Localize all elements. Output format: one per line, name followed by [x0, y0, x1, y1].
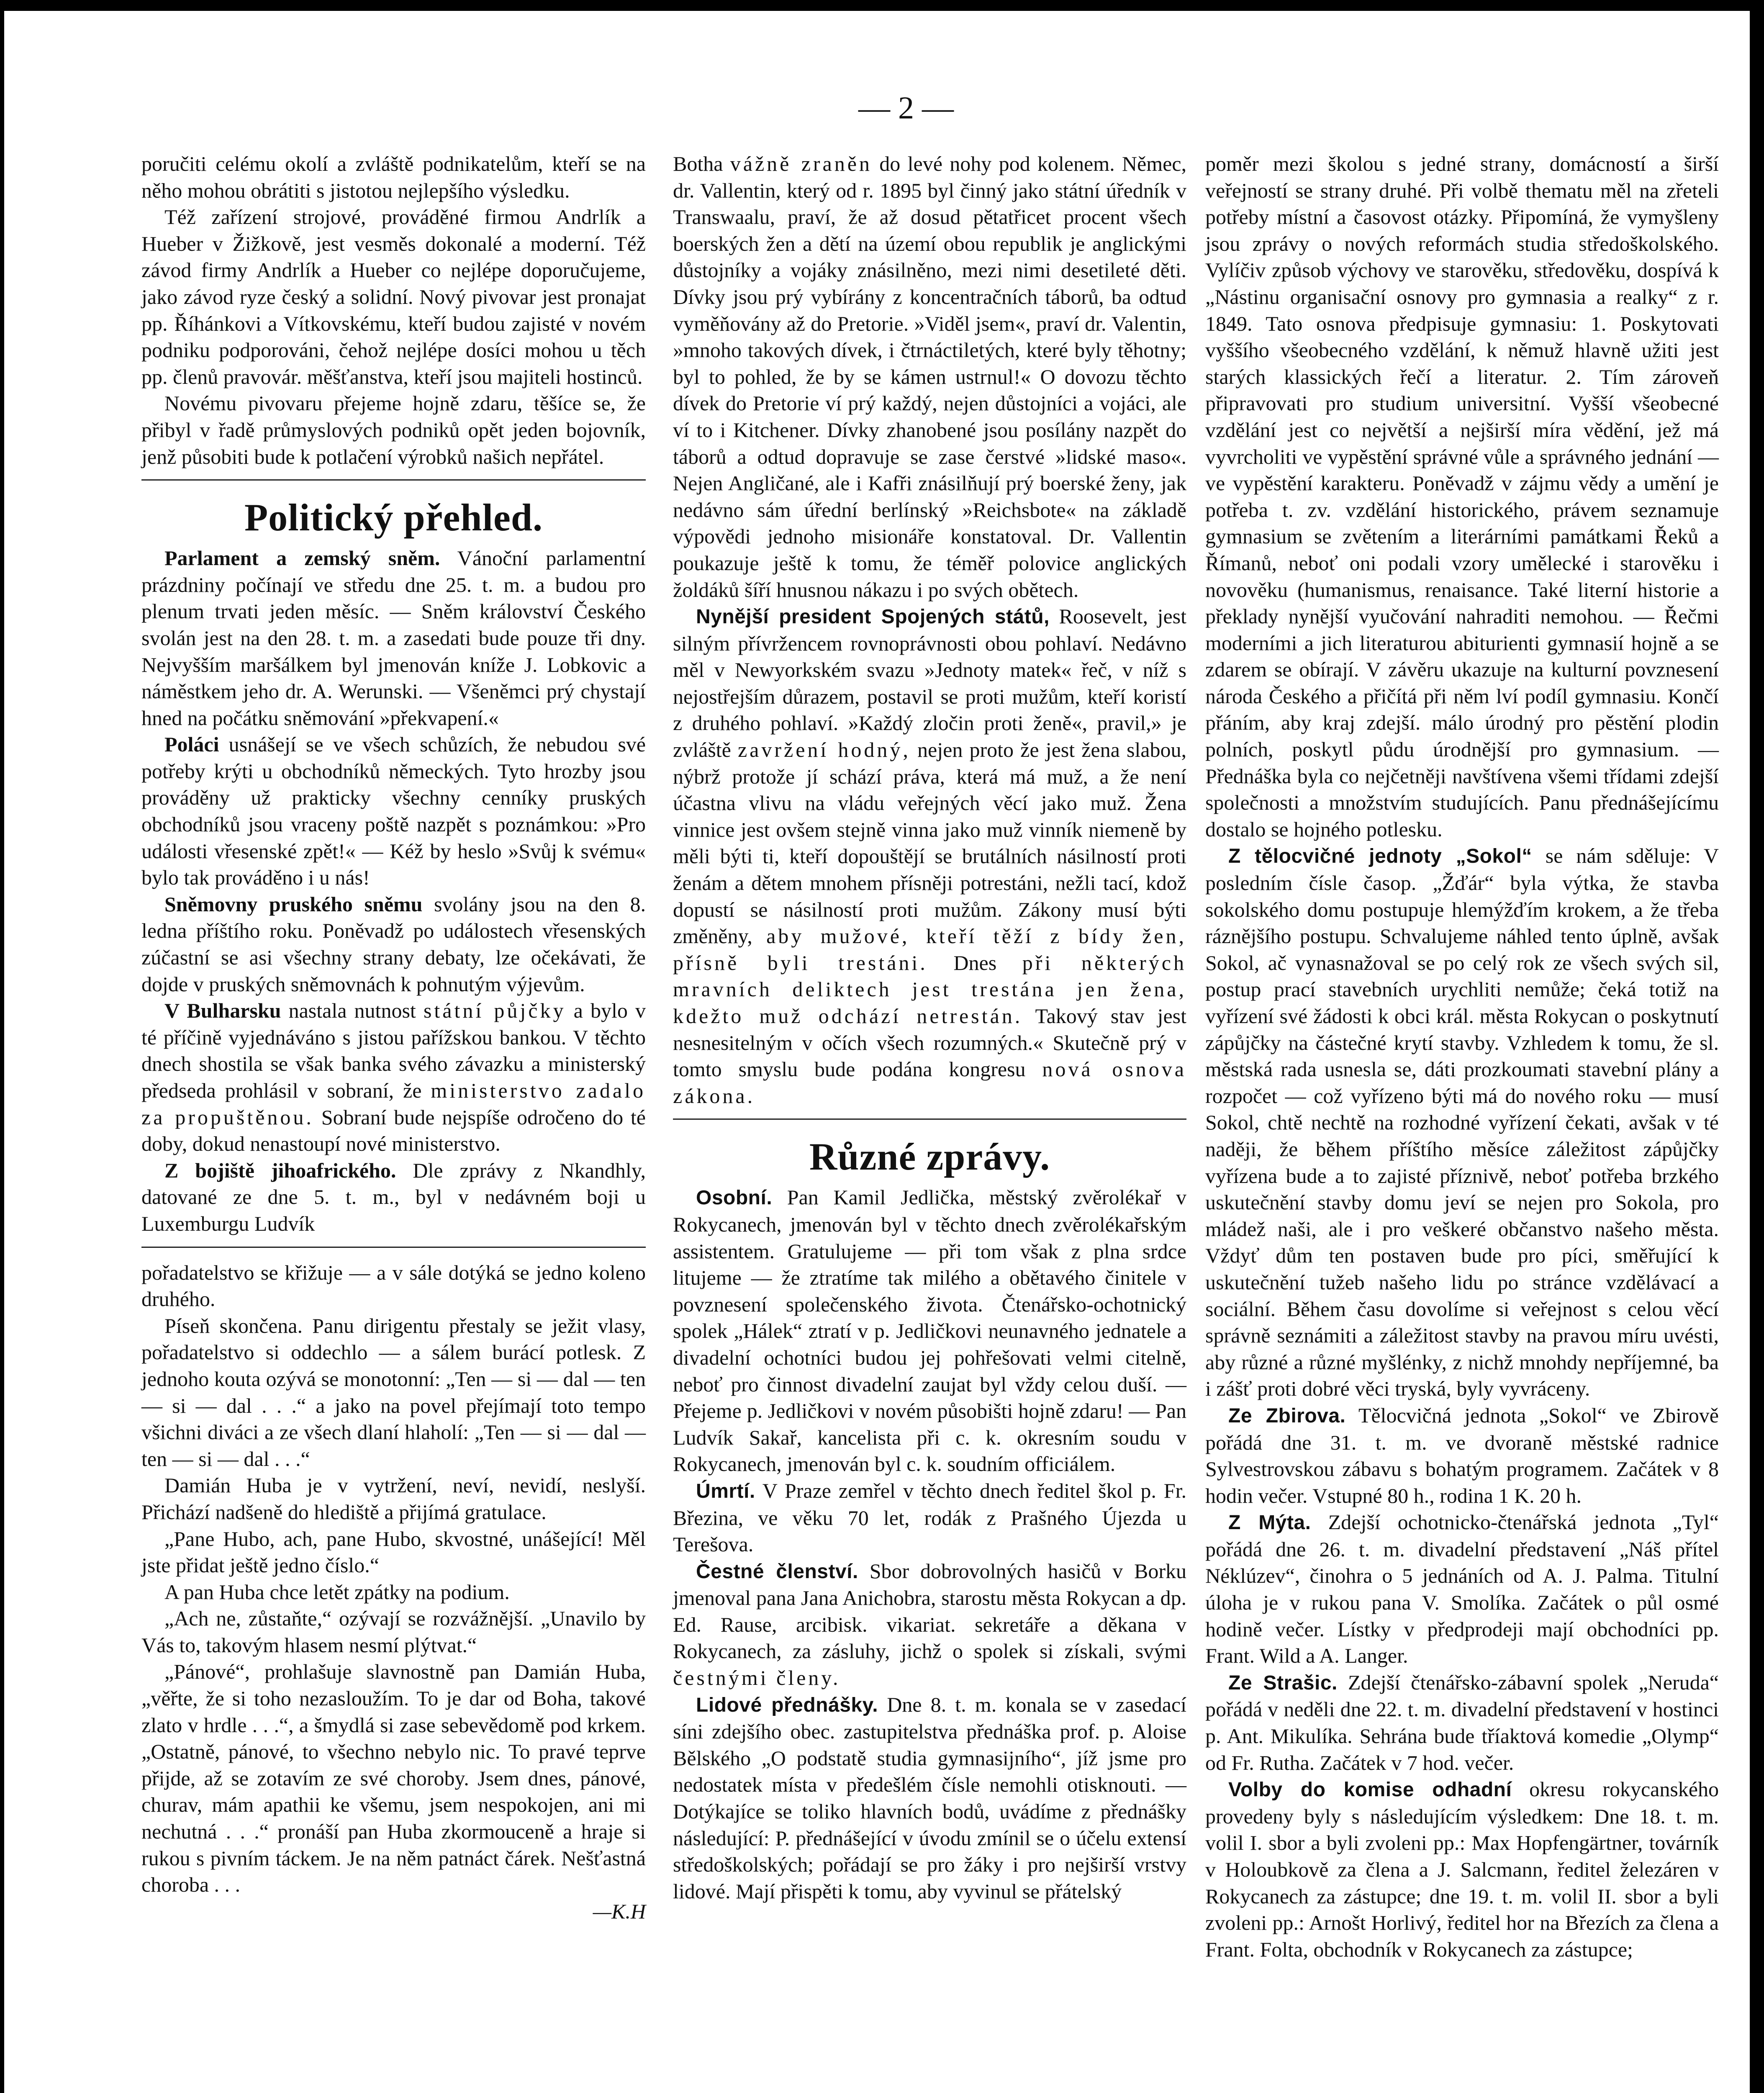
news-lead: Parlament a zemský sněm.	[164, 546, 440, 570]
news-lead: Z Mýta.	[1228, 1512, 1311, 1534]
feuilleton-paragraph: „Pánové“, prohlašuje slavnostně pan Damián Huba, „věřte, že si toho nezasloužím. To je dar od Boha, takové zlato v hrdle . . .“, a šmydlá si zase sebevědomě pod krkem. „Ostatně, pánové, to všechno nebylo nic. To pravé teprve přijde, až se zotavím ze své choroby. Jsem dnes, pánové, churav, mám apathii ke všemu, jsem nespokojen, ani mi nechutná . . .“ pronáší pan Huba zkormouceně a hraje si rukou s pivním táckem. Je na něm patnáct čárek. Nešťastná choroba . . .	[141, 1660, 646, 1897]
paragraph: poručiti celému okolí a zvláště podnikatelům, kteří se na něho mohou obrátiti s jistotou nejlepšího výsledku.	[141, 152, 646, 202]
page-number: — 2 —	[858, 90, 954, 126]
news-item: V Bulharsku nastala nutnost státní půjčky a bylo v té příčině vyjednáváno s jistou pařížskou bankou. V těchto dnech shostila se však banka svého závazku a ministerský předseda prohlásil v sobraní, že ministerstvo zadalo za propuštěnou. Sobraní bude nejspíše odročeno do té doby, dokud nenastoupí nové ministerstvo.	[141, 999, 646, 1156]
news-lead: Lidové přednášky.	[696, 1694, 878, 1716]
news-item: Z bojiště jihoafrického. Dle zprávy z Nkandhly, datované ze dne 5. t. m., byl v nedávném boji u Luxemburgu Ludvík	[141, 1158, 646, 1235]
section-heading-politics: Politický přehled.	[244, 496, 543, 539]
news-lead: Ze Zbirova.	[1228, 1404, 1346, 1427]
news-lead: Čestné členství.	[696, 1560, 858, 1583]
divider	[141, 1247, 646, 1248]
feuilleton-paragraph: „Ach ne, zůstaňte,“ ozývají se rozvážnější. „Unavilo by Vás to, takovým hlasem nesmí plýtvat.“	[141, 1607, 646, 1657]
news-item: Osobní. Pan Kamil Jedlička, městský zvěrolékař v Rokycanech, jmenován byl v těchto dnech zvěrolékařským assistentem. Gratulujeme — při tom však z plna srdce litujeme — že ztratíme tak milého a obětavého činitele v povznesení společenského života. Čtenářsko-ochotnický spolek „Hálek“ ztratí v p. Jedličkovi neunavného jednatele a divadelní ochotníci budou jej pohřešovati velmi citelně, neboť pro činnost divadelní zaujat byl vždy celou duší. — Přejeme p. Jedličkovi v novém působišti hojně zdaru! — Pan Ludvík Sakař, kancelista při c. k. okresním soudu v Rokycanech, jmenován byl c. k. soudním officiálem.	[673, 1185, 1186, 1476]
feuilleton-paragraph: Píseň skončena. Panu dirigentu přestaly se ježit vlasy, pořadatelstvo si oddechlo — a sálem burácí potlesk. Z jednoho kouta ozývá se monotonní: „Ten — si — dal — ten — si — dal . . .“ a jako na povel přejímají toto tempo všichni diváci a ze všech dlaní hlaholí: „Ten — si — dal — ten — si — dal . . .“	[141, 1314, 646, 1471]
news-item: Parlament a zemský sněm. Vánoční parlamentní prázdniny počínají ve středu dne 25. t. m. a budou pro plenum trvati jeden měsíc. — Sněm království Českého svolán jest na den 28. t. m. a zasedati bude pouze tři dny. Nejvyšším maršálkem byl jmenován kníže J. Lobkovic a náměstkem jeho dr. A. Werunski. — Všeněmci prý chystají hned na počátku sněmování »překvapení.«	[141, 546, 646, 730]
news-lead: Úmrtí.	[696, 1480, 755, 1502]
feuilleton-paragraph: pořadatelstvo se křižuje — a v sále dotýká se jedno koleno druhého.	[141, 1260, 646, 1311]
paragraph: Novému pivovaru přejeme hojně zdaru, těšíce se, že přibyl v řadě průmyslových podniků opět jeden bojovník, jenž působiti bude k potlačení výrobků našich nepřátel.	[141, 391, 646, 468]
news-lead: V Bulharsku	[164, 999, 281, 1023]
feuilleton-paragraph: „Pane Hubo, ach, pane Hubo, skvostné, unášející! Měl jste přidat ještě jedno číslo.“	[141, 1527, 646, 1577]
news-item: Z Mýta. Zdejší ochotnicko-čtenářská jednota „Tyl“ pořádá dne 26. t. m. divadelní představení „Náš přítel Néklúzev“, činohra o 5 jednáních od A. J. Palma. Titulní úloha je v rukou pana V. Smolíka. Začátek o půl osmé hodině večer. Lístky v předprodeji mají obchodníci pp. Frant. Wild a A. Langer.	[1205, 1510, 1719, 1668]
paragraph: Botha vážně zraněn do levé nohy pod kolenem. Němec, dr. Vallentin, který od r. 1895 byl činný jako státní úředník v Transwaalu, praví, že až dosud pětatřicet procent všech boerských žen a dětí na území obou republik je anglickými důstojníky a vojáky znásilněno, mezi nimi desetileté děti. Dívky jsou prý vybírány z koncentračních táborů, ba odtud vyměňovány až do Pretorie. »Viděl jsem«, praví dr. Valentin, »mnoho takových dívek, i čtrnáctiletých, které byly těhotny; byl to pohled, že by se kámen ustrnul!« O dovozu těchto dívek do Pretorie ví prý každý, nejen důstojníci a vojáci, ale ví to i Kitchener. Dívky zhanobené jsou posílány nazpět do táborů a odtud dopravuje se zase čerstvé »lidské maso«. Nejen Angličané, ale i Kafři znásilňují prý boerské ženy, jak nedávno sám úřední berlínský »Reichsbote« na základě výpovědi jednoho misionáře konstatoval. Dr. Vallentin poukazuje ještě k tomu, že téměř polovice anglických žoldáků šíří hnusnou nákazu i po svých obětech.	[673, 152, 1186, 602]
news-item: Ze Strašic. Zdejší čtenářsko-zábavní spolek „Neruda“ pořádá v neděli dne 22. t. m. divadelní představení v hostinci p. Ant. Mikulíka. Sehrána bude tříaktová komedie „Olymp“ od Fr. Rutha. Začátek v 7 hod. večer.	[1205, 1670, 1719, 1774]
news-item: Úmrtí. V Praze zemřel v těchto dnech ředitel škol p. Fr. Březina, ve věku 70 let, rodák z Prašného Újezda u Terešova.	[673, 1478, 1186, 1556]
news-lead: Ze Strašic.	[1228, 1671, 1338, 1694]
news-lead: Sněmovny pruského sněmu	[164, 892, 423, 916]
news-lead: Osobní.	[696, 1187, 773, 1209]
feuilleton-paragraph: A pan Huba chce letět zpátky na podium.	[164, 1580, 510, 1604]
news-lead: Volby do komise odhadní	[1228, 1779, 1512, 1801]
news-item: Lidové přednášky. Dne 8. t. m. konala se v zasedací síni zdejšího obec. zastupitelstva přednáška prof. p. Aloise Bělského „O podstatě studia gymnasijního“, jíž jsme pro nedostatek místa v předešlém čísle nemohli otisknouti. — Dotýkajíce se toliko hlavních bodů, uvádíme z přednášky následující: P. přednášející v úvodu zmínil se o účelu extensí středoškolských; pořádají se pro žáky i pro nejširší vrstvy lidové. Mají přispěti k tomu, aby vyvinul se přátelský	[673, 1692, 1186, 1903]
news-item: Čestné členství. Sbor dobrovolných hasičů v Borku jmenoval pana Jana Anichobra, starostu města Rokycan a dp. Ed. Rause, arcibisk. vikariat. sekretáře a děkana v Rokycanech, za zásluhy, jichž o spolek si získali, svými čestnými členy.	[673, 1559, 1187, 1690]
news-item: Z tělocvičné jednoty „Sokol“ se nám sděluje: V posledním čísle časop. „Žďár“ byla výtka, že stavba sokolského domu postupuje hlemýžďím krokem, a že třeba ráznějšího postupu. Schvalujeme náhled tento úplně, avšak Sokol, ač vynasnažoval se po celý rok ze všech svých sil, postup prací stavebních urychliti nemůže; čeká totiž na vyřízení své žádosti k obci král. města Rokycan o poskytnutí zápůjčky na částečné krytí stavby. Vzhledem k tomu, že sl. městská rada usnesla se, dáti prozkoumati stavební plány a rozpočet — což vyřízeno býti má do nového roku — musí Sokol, chtě nechtě na rozhodné vyřízení čekati, avšak v té naději, že během příštího měsíce záležitost zápůjčky vyřízena bude a to zajisté příznivě, neboť potřeba brzkého uskutečnění stavby domu jeví se nejen pro Sokola, pro mládež naši, ale i pro veškeré občanstvo našeho města. Vždyť dům ten postaven bude pro píci, směřující k uskutečnění tužeb našeho lidu po stránce vzdělávací a sociální. Během času dovolíme si veřejnost s celou věcí správně seznámiti a záležitost stavby na pravou míru uvésti, aby různé a různé myšlénky, z nichž mnohdy nepříjemné, ba i zášť proti dobré věci tryská, byly vyvráceny.	[1205, 844, 1719, 1401]
paragraph: poměr mezi školou s jedné strany, domácností a širší veřejností se strany druhé. Při volbě thematu měl na zřeteli potřeby místní a časovost otázky. Připomíná, že vymyšleny jsou zprávy o nových reformách studia středoškolského. Vylíčiv způsob výchovy ve starověku, středověku, dospívá k „Nástinu organisační osnovy pro gymnasia a realky“ z r. 1849. Tato osnova předpisuje gymnasiu: 1. Poskytovati vyššího všeobecného vzdělání, k němuž hlavně užiti jest starých klassických řečí a literatur. 2. Tím zároveň připravovati pro studium universitní. Vyšší všeobecné vzdělání jest co největší a nejširší míra vědění, jež má vyvrcholiti ve vypěstění správné vůle a správného jednání — ve vypěstění karakteru. Poněvadž v zájmu vědy a umění je potřeba t. zv. vzdělání historického, právem seznamuje gymnasium se zvětením a literárními památkami Řeků a Římanů, neboť oni podali vzory umělecké i starověku i novověku (humanismus, renaisance. Také literní historie a překlady nynější vyučování nahraditi nemohou. — Řečmi moderními a jich literaturou abiturienti gymnasií hojně a se zdarem se obírají. V závěru ukazuje na kulturní povznesení národa Českého a přičítá při něm lví podíl gymnasiu. Končí přáním, aby kraj zdejší. málo úrodný pro pěstění plodin polních, poskytl půdu úrodnější pro gymnasium. — Přednáška byla co nejčetněji navštívena všemi třídami zdejší společnosti a množstvím studujících. Panu přednášejícímu dostalo se hojného potlesku.	[1205, 152, 1719, 841]
news-lead: Poláci	[164, 733, 219, 756]
news-lead: Z tělocvičné jednoty „Sokol“	[1228, 845, 1532, 868]
divider	[673, 1118, 1186, 1120]
news-lead: Z bojiště jihoafrického.	[164, 1158, 396, 1182]
paragraph: Též zařízení strojové, prováděné firmou Andrlík a Hueber v Žižkově, jest vesměs dokonalé a moderní. Též závod firmy Andrlík a Hueber co nejlépe doporučujeme, jako závod ryze český a solidní. Nový pivovar jest pronajat pp. Říhánkovi a Vítkovskému, kteří budou zajisté v novém podniku podporováni, čehož nejlépe dosíci mohou u těch pp. členů pravovár. měšťanstva, kteří jsou majiteli hostinců.	[141, 205, 646, 388]
news-item: Sněmovny pruského sněmu svolány jsou na den 8. ledna příštího roku. Poněvadž po událostech vřesenských zúčastní se asi všechny strany debaty, lze očekávati, že dojde v pruských sněmovnách k pohnutým výjevům.	[141, 892, 646, 996]
signature: —K.H	[593, 1899, 646, 1923]
section-heading-news: Různé zprávy.	[809, 1135, 1050, 1178]
feuilleton-paragraph: Damián Huba je v vytržení, neví, nevidí, neslyší. Přichází nadšeně do hlediště a přijímá gratulace.	[141, 1473, 646, 1524]
news-item: Nynější president Spojených států, Roosevelt, jest silným přívržencem rovnoprávnosti obou pohlaví. Nedávno měl v Newyorkském svazu »Jednoty matek« řeč, v níž s nejostřejším důrazem, postavil se proti mužům, kteří koristí z druhého pohlaví. »Každý zločin proti ženě«, pravil,» je zvláště zavržení hodný, nejen proto že jest žena slabou, nýbrž protože jí schází práva, která má muž, a že není účastna vlivu na vládu veřejných věcí jako muž. Žena vinnice jest ovšem stejně vinna jako muž vinník niemeně by měli býti ti, kteří dopouštějí se brutálních násilností proti ženám a dětem mnohem přísněji potrestáni, nežli tací, kdož dopustí se násilností proti mužům. Zákony musí býti změněny, aby mužové, kteří těží z bídy žen, přísně byli trestáni. Dnes při některých mravních deliktech jest trestána jen žena, kdežto muž odchází netrestán. Takový stav jest nesnesitelným v očích všech rozumných.« Skutečně prý v tomto smyslu bude podána kongresu nová osnova zákona.	[673, 604, 1186, 1108]
column-1	[141, 151, 646, 1925]
news-item: Poláci usnášejí se ve všech schůzích, že nebudou své potřeby krýti u obchodníků německých. Tyto hrozby jsou prováděny už prakticky všechny cenníky pruských obchodníků jsou vraceny poště nazpět s poznámkou: »Pro události vřesenské zpět!« — Kéž by heslo »Svůj k svému« bylo tak prováděno i u nás!	[141, 733, 646, 890]
divider	[141, 479, 646, 481]
column-2	[673, 151, 1186, 1905]
news-lead: Nynější president Spojených států,	[696, 606, 1050, 628]
column-3	[1205, 151, 1719, 1963]
news-item: Volby do komise odhadní okresu rokycanského provedeny byly s následujícím výsledkem: Dne 18. t. m. volil I. sbor a byli zvoleni pp.: Max Hopfengärtner, továrník v Holoubkově za člena a J. Salcmann, ředitel železáren v Rokycanech za zástupce; dne 19. t. m. volil II. sbor a byli zvoleni pp.: Arnošt Horlivý, ředitel hor na Březích za člena a Frant. Folta, obchodník v Rokycanech za zástupce;	[1205, 1777, 1719, 1961]
news-item: Ze Zbirova. Tělocvičná jednota „Sokol“ ve Zbirově pořádá dne 31. t. m. ve dvoraně městské radnice Sylvestrovskou zábavu s bohatým programem. Začátek v 8 hodin večer. Vstupné 80 h., rodina 1 K. 20 h.	[1205, 1403, 1719, 1507]
